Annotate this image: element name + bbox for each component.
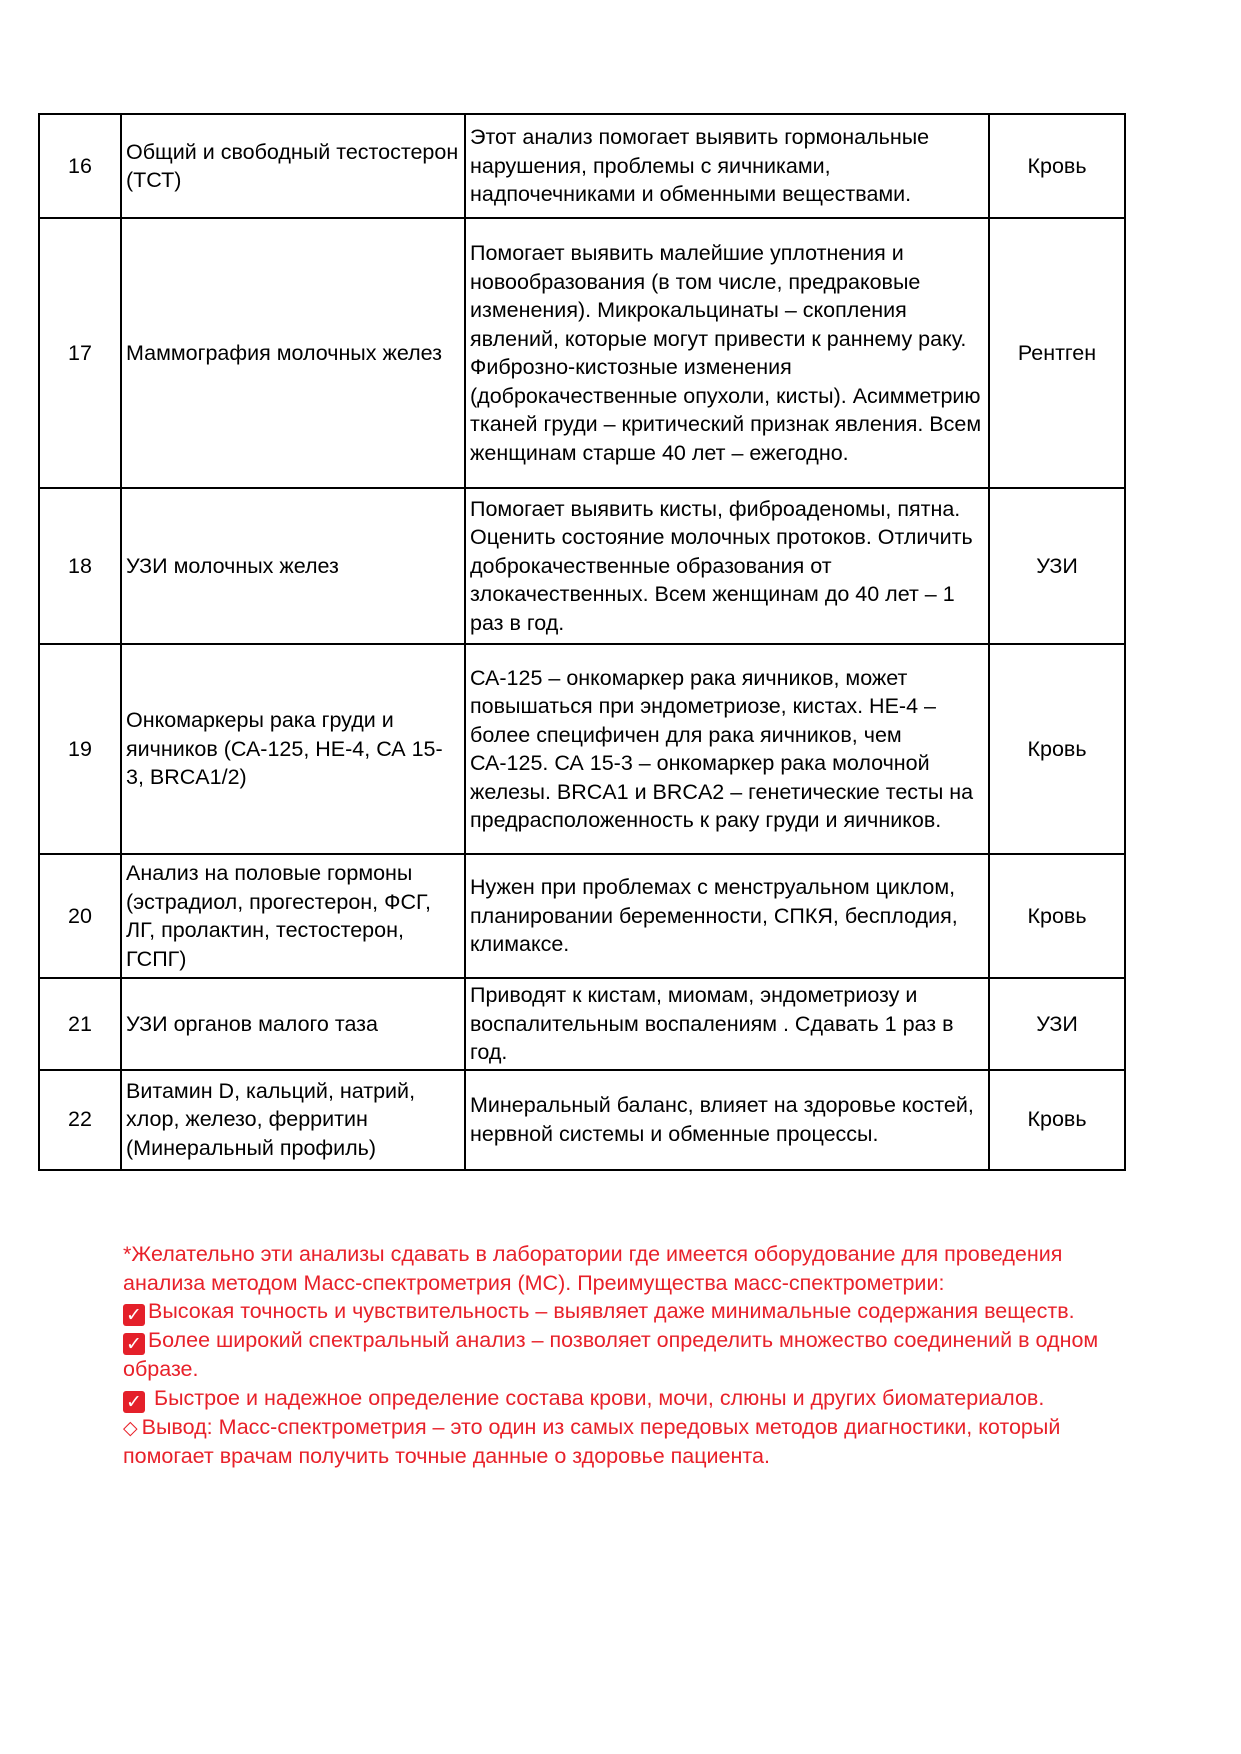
benefit-item (123, 1384, 1123, 1413)
table-row (39, 1070, 1125, 1170)
sample-type: Кровь (989, 644, 1125, 854)
mass-spectrometry-note (123, 1240, 1123, 1471)
table-row (39, 218, 1125, 488)
tests-table (38, 113, 1126, 1171)
table-row (39, 488, 1125, 644)
test-description: Приводят к кистам, миомам, эндометриозу и воспалительным воспалениям . Сдавать 1 раз в год. (465, 978, 989, 1070)
test-description: Помогает выявить малейшие уплотнения и новообразования (в том числе, предраковые изменения). Микрокальцинаты – скопления явлений, которые могут привести к раннему раку. Фиброзно-кистозные изменения (доброкачественные опухоли, кисты). Асимметрию тканей груди – критический признак явления. Всем женщинам старше 40 лет – ежегодно. (465, 218, 989, 488)
test-name: УЗИ органов малого таза (121, 978, 465, 1070)
table-row (39, 854, 1125, 978)
table-row (39, 114, 1125, 218)
note-conclusion: Вывод: Масс-спектрометрия – это один из самых передовых методов диагностики, который помогает врачам получить точные данные о здоровье пациента. (123, 1414, 1061, 1469)
sample-type: Кровь (989, 1070, 1125, 1170)
note-conclusion-line (123, 1413, 1123, 1471)
checkmark-icon: ✓ (123, 1391, 145, 1413)
sample-type: Кровь (989, 854, 1125, 978)
sample-type: УЗИ (989, 488, 1125, 644)
row-number: 22 (39, 1070, 121, 1170)
checkmark-icon: ✓ (123, 1333, 145, 1355)
table-row (39, 978, 1125, 1070)
row-number: 18 (39, 488, 121, 644)
row-number: 21 (39, 978, 121, 1070)
benefit-text: Быстрое и надежное определение состава крови, мочи, слюны и других биоматериалов. (153, 1385, 1045, 1410)
row-number: 17 (39, 218, 121, 488)
note-intro: *Желательно эти анализы сдавать в лаборатории где имеется оборудование для проведения анализа методом Масс-спектрометрия (МС). Преимущества масс-спектрометрии: (123, 1242, 1063, 1295)
benefit-item (123, 1297, 1123, 1326)
sample-type: Кровь (989, 114, 1125, 218)
sample-type: Рентген (989, 218, 1125, 488)
benefit-text: Более широкий спектральный анализ – позволяет определить множество соединений в одном образе. (123, 1328, 1099, 1382)
diamond-icon: ◇ (123, 1416, 138, 1439)
test-description: Помогает выявить кисты, фиброаденомы, пятна. Оценить состояние молочных протоков. Отличить доброкачественные образования от злокачественных. Всем женщинам до 40 лет – 1 раз в год. (465, 488, 989, 644)
checkmark-icon: ✓ (123, 1304, 145, 1326)
benefit-text: Высокая точность и чувствительность – выявляет даже минимальные содержания веществ. (148, 1299, 1075, 1324)
test-name: УЗИ молочных желез (121, 488, 465, 644)
row-number: 20 (39, 854, 121, 978)
test-name: Онкомаркеры рака груди и яичников (СА-125, НЕ-4, СА 15-3, BRCA1/2) (121, 644, 465, 854)
row-number: 19 (39, 644, 121, 854)
table-row (39, 644, 1125, 854)
test-description: Этот анализ помогает выявить гормональные нарушения, проблемы с яичниками, надпочечниками и обменными веществами. (465, 114, 989, 218)
test-name: Общий и свободный тестостерон (ТСТ) (121, 114, 465, 218)
benefit-item (123, 1326, 1123, 1384)
test-name: Маммография молочных желез (121, 218, 465, 488)
sample-type: УЗИ (989, 978, 1125, 1070)
test-description: Минеральный баланс, влияет на здоровье костей, нервной системы и обменные процессы. (465, 1070, 989, 1170)
row-number: 16 (39, 114, 121, 218)
test-name: Витамин D, кальций, натрий, хлор, железо, ферритин (Минеральный профиль) (121, 1070, 465, 1170)
test-name: Анализ на половые гормоны (эстрадиол, прогестерон, ФСГ, ЛГ, пролактин, тестостерон, ГСПГ) (121, 854, 465, 978)
test-description: Нужен при проблемах с менструальном циклом, планировании беременности, СПКЯ, бесплодия, климаксе. (465, 854, 989, 978)
test-description: СА-125 – онкомаркер рака яичников, может повышаться при эндометриозе, кистах. НЕ-4 – более специфичен для рака яичников, чем СА-125. СА 15-3 – онкомаркер рака молочной железы. BRCA1 и BRCA2 – генетические тесты на предрасположенность к раку груди и яичников. (465, 644, 989, 854)
